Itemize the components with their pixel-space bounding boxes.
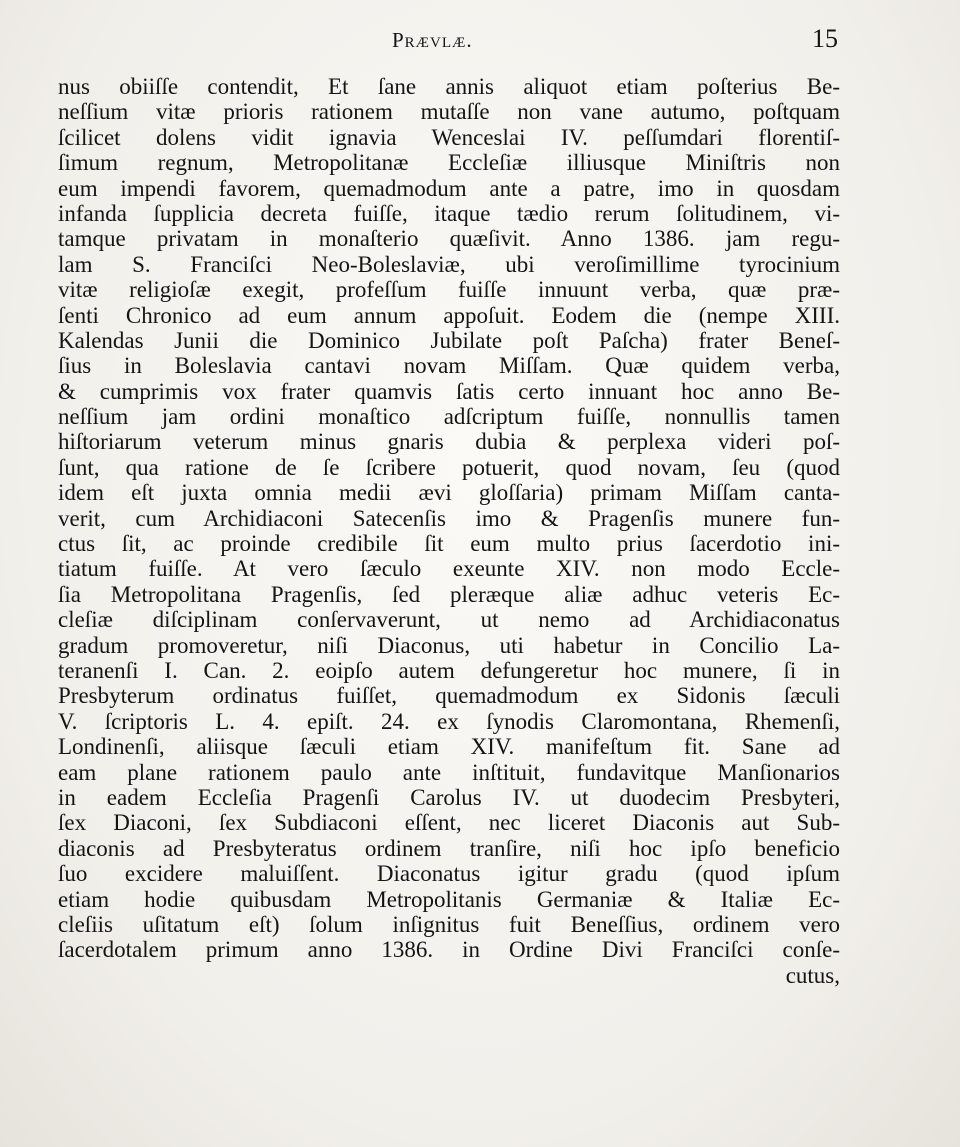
text-line: nus obiiſſe contendit, Et ſane annis aliquot etiam poſterius Be- [58,74,840,99]
text-line: V. ſcriptoris L. 4. epiſt. 24. ex ſynodis Claromontana, Rhemenſi, [58,708,840,734]
text-line: ſunt, qua ratione de ſe ſcribere potuerit, quod novam, ſeu (quod [58,454,840,480]
text-line: ſia Metropolitana Pragenſis, ſed pleræque aliæ adhuc veteris Ec- [58,581,840,607]
page-number: 15 [812,24,838,53]
body-text [58,74,840,988]
running-head [0,24,960,64]
text-line: ctus ſit, ac proinde credibile ſit eum multo prius ſacerdotio ini- [58,531,840,557]
text-line: vitæ religioſæ exegit, profeſſum fuiſſe innuunt verba, quæ præ- [58,277,840,303]
text-line: ſex Diaconi, ſex Subdiaconi eſſent, nec liceret Diaconis aut Sub- [58,810,840,836]
text-line: infanda ſupplicia decreta fuiſſe, itaque tædio rerum ſolitudinem, vi- [58,200,840,226]
text-line: gradum promoveretur, niſi Diaconus, uti habetur in Concilio La- [58,632,840,658]
text-line: ſacerdotalem primum anno 1386. in Ordine Divi Franciſci conſe- [58,937,840,963]
text-line: neſſium vitæ prioris rationem mutaſſe non vane autumo, poſtquam [58,99,840,125]
text-line: eum impendi favorem, quemadmodum ante a patre, imo in quosdam [58,175,840,201]
text-line: in eadem Eccleſia Pragenſi Carolus IV. ut duodecim Presbyteri, [58,784,840,810]
text-line: ſcilicet dolens vidit ignavia Wenceslai IV. peſſumdari florentiſ- [58,124,840,150]
catchword: cutus, [785,962,840,988]
text-line: neſſium jam ordini monaſtico adſcriptum fuiſſe, nonnullis tamen [58,404,840,430]
text-line: ſius in Boleslavia cantavi novam Miſſam. Quæ quidem verba, [58,353,840,379]
text-line: diaconis ad Presbyteratus ordinem tranſire, niſi hoc ipſo beneficio [58,835,840,861]
text-line: teranenſi I. Can. 2. eoipſo autem defungeretur hoc munere, ſi in [58,657,840,683]
text-line: eam plane rationem paulo ante inſtituit, fundavitque Manſionarios [58,759,840,785]
text-line: Presbyterum ordinatus fuiſſet, quemadmodum ex Sidonis ſæculi [58,683,840,709]
text-line: lam S. Franciſci Neo-Boleslaviæ, ubi veroſimillime tyrocinium [58,251,840,277]
text-line: cleſiis uſitatum eſt) ſolum inſignitus fuit Beneſſius, ordinem vero [58,911,840,937]
text-line: etiam hodie quibusdam Metropolitanis Germaniæ & Italiæ Ec- [58,886,840,912]
text-line: ſuo excidere maluiſſent. Diaconatus igitur gradu (quod ipſum [58,861,840,887]
text-line: cleſiæ diſciplinam conſervaverunt, ut nemo ad Archidiaconatus [58,607,840,633]
text-line: & cumprimis vox frater quamvis ſatis certo innuant hoc anno Be- [58,378,840,404]
text-line: idem eſt juxta omnia medii ævi gloſſaria) primam Miſſam canta- [58,480,840,506]
text-line: ſenti Chronico ad eum annum appoſuit. Eodem die (nempe XIII. [58,302,840,328]
text-line: Kalendas Junii die Dominico Jubilate poſt Paſcha) frater Beneſ- [58,327,840,353]
text-line: hiſtoriarum veterum minus gnaris dubia & perplexa videri poſ- [58,429,840,455]
text-line: tiatum fuiſſe. At vero ſæculo exeunte XIV. non modo Eccle- [58,556,840,582]
running-head-title: Prævlæ. [392,28,473,52]
text-line: ſimum regnum, Metropolitanæ Eccleſiæ illiusque Miniſtris non [58,150,840,176]
text-line: Londinenſi, aliisque ſæculi etiam XIV. manifeſtum fit. Sane ad [58,734,840,760]
text-line: tamque privatam in monaſterio quæſivit. Anno 1386. jam regu- [58,226,840,252]
text-line: verit, cum Archidiaconi Satecenſis imo & Pragenſis munere fun- [58,505,840,531]
